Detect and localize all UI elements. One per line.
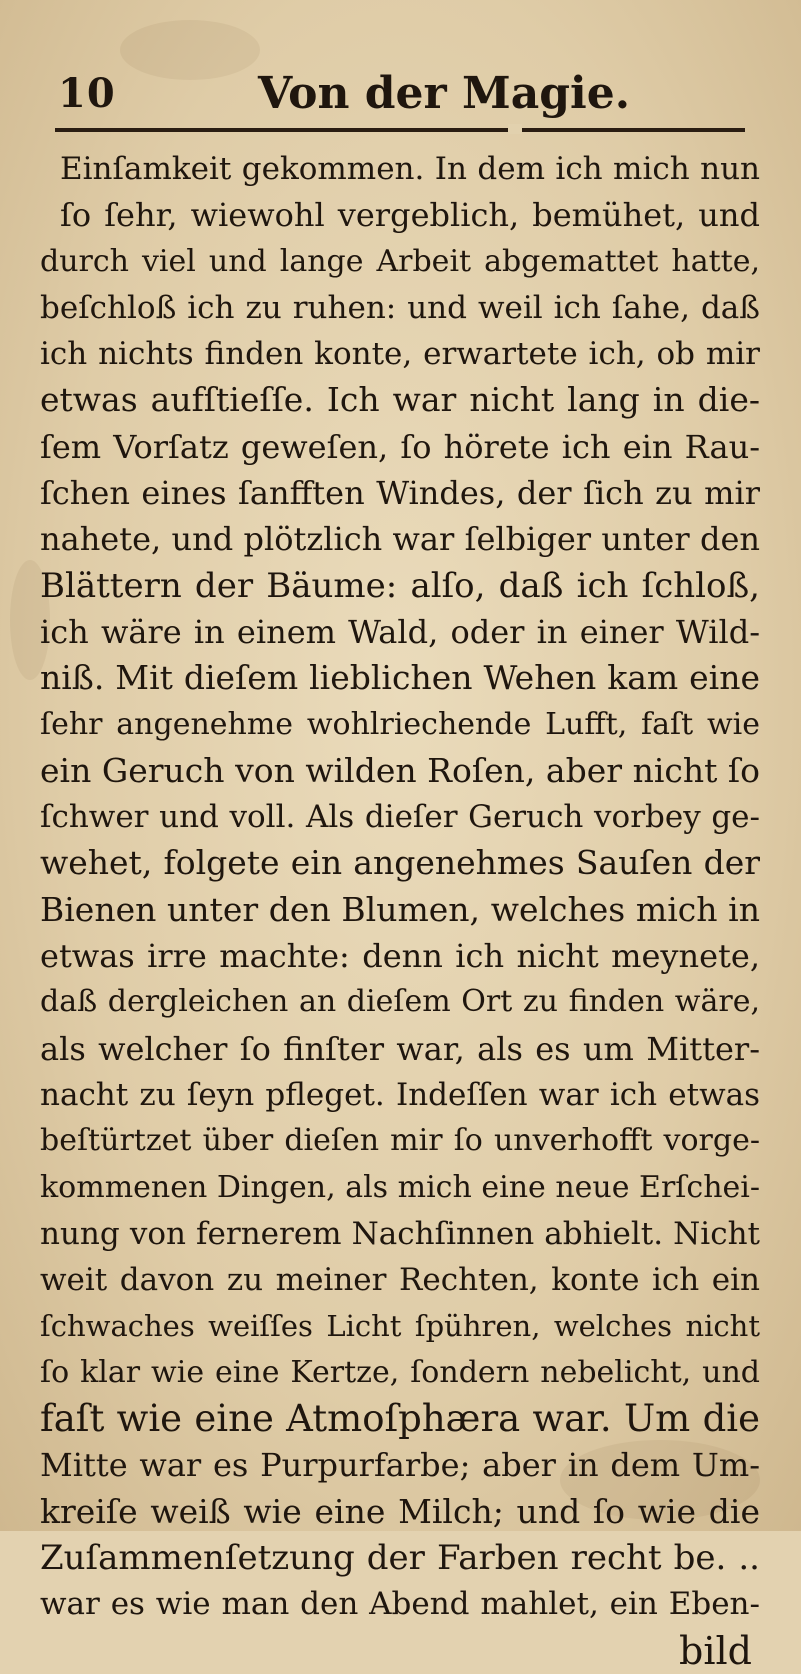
- catchword: bild: [679, 1628, 752, 1673]
- text-line: nung von fernerem Nachſinnen abhielt. Nicht: [40, 1215, 760, 1252]
- text-line: war es wie man den Abend mahlet, ein Eben-: [40, 1586, 760, 1623]
- body-text: [40, 146, 760, 1674]
- text-line: ſchwer und voll. Als dieſer Geruch vorbey ge-: [40, 799, 760, 836]
- text-line: etwas aufſtieſſe. Ich war nicht lang in die-: [40, 380, 760, 420]
- page-header: [58, 70, 738, 120]
- text-line: weit davon zu meiner Rechten, konte ich ein: [40, 1262, 760, 1299]
- text-line: nahete, und plötzlich war ſelbiger unter den: [40, 520, 760, 559]
- text-line: ſo ſehr, wiewohl vergeblich, bemühet, und: [60, 196, 760, 235]
- text-line: als welcher ſo finſter war, als es um Mitter-: [40, 1029, 760, 1068]
- text-line: Blättern der Bäume: alſo, daß ich ſchloß,: [40, 565, 760, 606]
- text-line: wehet, folgete ein angenehmes Sauſen der: [40, 843, 760, 883]
- text-line: Einſamkeit gekommen. In dem ich mich nun: [60, 151, 760, 187]
- text-line: nacht zu ſeyn pfleget. Indeſſen war ich etwas: [40, 1076, 760, 1113]
- text-line: ich wäre in einem Wald, oder in einer Wild-: [40, 612, 760, 651]
- text-line: beſtürtzet über dieſen mir ſo unverhofft vorge-: [40, 1123, 760, 1159]
- text-line: kreiſe weiß wie eine Milch; und ſo wie die: [40, 1491, 760, 1531]
- text-line: faſt wie eine Atmoſphæra war. Um die: [40, 1397, 760, 1441]
- running-title: Von der Magie.: [258, 68, 631, 119]
- text-line: Bienen unter den Blumen, welches mich in: [40, 889, 760, 929]
- text-line: etwas irre machte: denn ich nicht meynete,: [40, 937, 760, 976]
- text-line: ſehr angenehme wohlriechende Lufft, faſt wie: [40, 706, 760, 742]
- text-line: ein Geruch von wilden Roſen, aber nicht ſo: [40, 750, 760, 790]
- text-line: ſchen eines ſanfften Windes, der ſich zu mir: [40, 474, 760, 513]
- text-line: durch viel und lange Arbeit abgemattet hatte,: [40, 243, 760, 279]
- text-line: kommenen Dingen, als mich eine neue Erſchei-: [40, 1169, 760, 1205]
- text-line: ſchwaches weiſſes Licht ſpühren, welches nicht: [40, 1309, 760, 1344]
- text-line: daß dergleichen an dieſem Ort zu finden wäre,: [40, 984, 760, 1020]
- header-rule-gap: [508, 124, 522, 134]
- text-line: Zuſammenſetzung der Farben recht be. ..: [40, 1537, 760, 1578]
- header-rule: [55, 128, 745, 132]
- text-line: ſem Vorſatz geweſen, ſo hörete ich ein Rau-: [40, 427, 760, 466]
- text-line: Mitte war es Purpurfarbe; aber in dem Um-: [40, 1446, 760, 1485]
- text-line: ſo klar wie eine Kertze, ſondern nebelicht, und: [40, 1354, 760, 1390]
- page-number: 10: [58, 70, 116, 117]
- text-line: beſchloß ich zu ruhen: und weil ich ſahe, daß: [40, 289, 760, 326]
- text-line: niß. Mit dieſem lieblichen Wehen kam eine: [40, 658, 760, 698]
- text-line: ich nichts finden konte, erwartete ich, ob mir: [40, 336, 760, 373]
